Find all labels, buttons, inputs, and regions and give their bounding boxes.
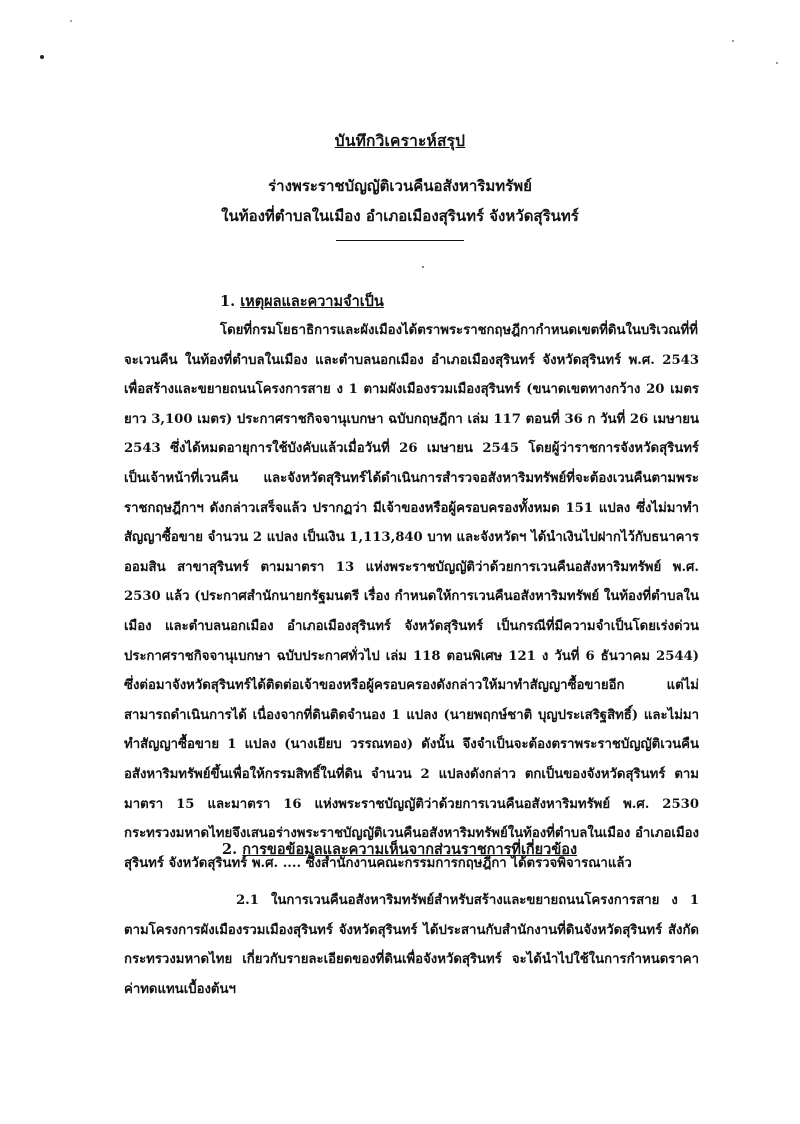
- scan-speck: [40, 55, 44, 59]
- scan-speck: [776, 62, 778, 64]
- section2-body: 2.1 ในการเวนคืนอสังหาริมทรัพย์สำหรับสร้างและขยายถนนโครงการสาย ง 1 ตามโครงการผังเมืองรวมเมืองสุรินทร์ จังหวัดสุรินทร์ ได้ประสานกับสำนักงานที่ดินจังหวัดสุรินทร์ สังกัดกระทรวงมหาดไทย เกี่ยวกับรายละเอียดของที่ดินเพื่อจังหวัดสุรินทร์ จะได้นำไปใช้ในการกำหนดราคาค่าทดแทนเบื้องต้นฯ: [124, 893, 699, 997]
- section1-body: โดยที่กรมโยธาธิการและผังเมืองได้ตราพระราชกฤษฎีกากำหนดเขตที่ดินในบริเวณที่ที่จะเวนคืน ในท้องที่ตำบลในเมือง และตำบลนอกเมือง อำเภอเมืองสุรินทร์ จังหวัดสุรินทร์ พ.ศ. 2543 เพื่อสร้างและขยายถนนโครงการสาย ง 1 ตามผังเมืองรวมเมืองสุรินทร์ (ขนาดเขตทางกว้าง 20 เมตร ยาว 3,100 เมตร) ประกาศราชกิจจานุเบกษา ฉบับกฤษฎีกา เล่ม 117 ตอนที่ 36 ก วันที่ 26 เมษายน 2543 ซึ่งได้หมดอายุการใช้บังคับแล้วเมื่อวันที่ 26 เมษายน 2545 โดยผู้ว่าราชการจังหวัดสุรินทร์ เป็นเจ้าหน้าที่เวนคืน และจังหวัดสุรินทร์ได้ดำเนินการสำรวจอสังหาริมทรัพย์ที่จะต้องเวนคืนตามพระราชกฤษฎีกาฯ ดังกล่าวเสร็จแล้ว ปรากฏว่า มีเจ้าของหรือผู้ครอบครองทั้งหมด 151 แปลง ซึ่งไม่มาทำสัญญาซื้อขาย จำนวน 2 แปลง เป็นเงิน 1,113,840 บาท และจังหวัดฯ ได้นำเงินไปฝากไว้กับธนาคารออมสิน สาขาสุรินทร์ ตามมาตรา 13 แห่งพระราชบัญญัติว่าด้วยการเวนคืนอสังหาริมทรัพย์ พ.ศ. 2530 แล้ว (ประกาศสำนักนายกรัฐมนตรี เรื่อง กำหนดให้การเวนคืนอสังหาริมทรัพย์ ในท้องที่ตำบลในเมือง และตำบลนอกเมือง อำเภอเมืองสุรินทร์ จังหวัดสุรินทร์ เป็นกรณีที่มีความจำเป็นโดยเร่งด่วน ประกาศราชกิจจานุเบกษา ฉบับประกาศทั่วไป เล่ม 118 ตอนพิเศษ 121 ง วันที่ 6 ธันวาคม 2544) ซึ่งต่อมาจังหวัดสุรินทร์ได้ติดต่อเจ้าของหรือผู้ครอบครองดังกล่าวให้มาทำสัญญาซื้อขายอีก แต่ไม่สามารถดำเนินการได้ เนื่องจากที่ดินติดจำนอง 1 แปลง (นายพฤกษ์ชาติ บุญประเสริฐสิทธิ์) และไม่มาทำสัญญาซื้อขาย 1 แปลง (นางเยียบ วรรณทอง) ดังนั้น จึงจำเป็นจะต้องตราพระราชบัญญัติเวนคืนอสังหาริมทรัพย์ขึ้นเพื่อให้กรรมสิทธิ์ในที่ดิน จำนวน 2 แปลงดังกล่าว ตกเป็นของจังหวัดสุรินทร์ ตามมาตรา 15 และมาตรา 16 แห่งพระราชบัญญัติว่าด้วยการเวนคืนอสังหาริมทรัพย์ พ.ศ. 2530 กระทรวงมหาดไทยจึงเสนอร่างพระราชบัญญัติเวนคืนอสังหาริมทรัพย์ในท้องที่ตำบลในเมือง อำเภอเมืองสุรินทร์ จังหวัดสุรินทร์ พ.ศ. .... ซึ่งสำนักงานคณะกรรมการกฤษฎีกา ได้ตรวจพิจารณาแล้ว: [124, 323, 699, 871]
- section1-number: 1.: [220, 293, 236, 310]
- scan-speck: [70, 20, 72, 22]
- document-subtitle-line2: ในท้องที่ตำบลในเมือง อำเภอเมืองสุรินทร์ จังหวัดสุรินทร์: [221, 207, 579, 225]
- section1-heading-text: เหตุผลและความจำเป็น: [240, 293, 384, 310]
- scan-speck: [732, 40, 734, 42]
- document-title: บันทึกวิเคราะห์สรุป: [334, 131, 466, 150]
- document-subtitle-line1: ร่างพระราชบัญญัติเวนคืนอสังหาริมทรัพย์: [268, 177, 532, 195]
- section2-heading-text: การขอข้อมูลและความเห็นจากส่วนราชการที่เกี่ยวข้อง: [242, 841, 578, 858]
- section2-heading: [222, 838, 577, 861]
- scan-speck: [422, 266, 424, 268]
- section1-heading: [220, 290, 384, 313]
- section2-number: 2.: [222, 841, 238, 858]
- title-divider: [336, 240, 464, 241]
